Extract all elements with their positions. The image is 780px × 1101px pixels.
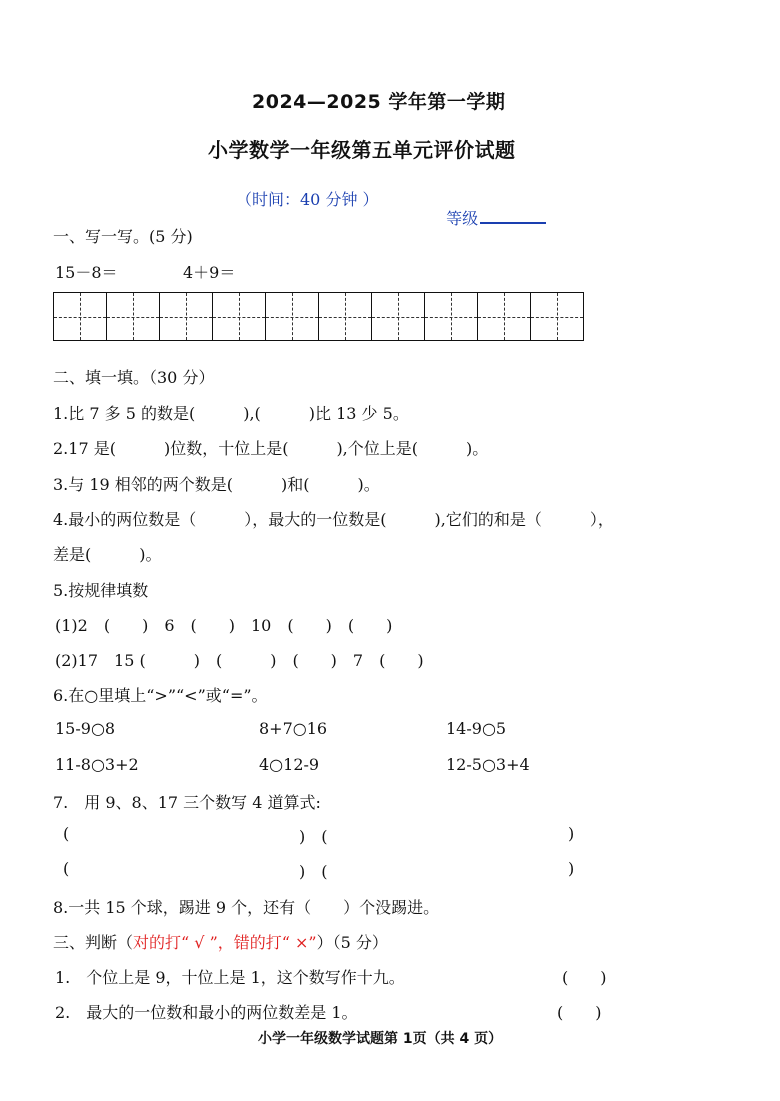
exam-term-title: 2024—2025 学年第一学期 bbox=[252, 91, 506, 113]
pattern-2: (2)17 15 ( ) ( ) ( ) 7 ( ) bbox=[55, 651, 424, 670]
grid-cell[interactable] bbox=[107, 293, 160, 340]
equation-paren-mid: ) ( bbox=[299, 862, 328, 881]
fill-q1: 1.比 7 多 5 的数是( ),( )比 13 少 5。 bbox=[53, 404, 409, 423]
time-label: （时间：40 分钟 ） bbox=[236, 190, 379, 209]
page-footer: 小学一年级数学试题第 1页（共 4 页） bbox=[258, 1031, 503, 1047]
section-3-heading bbox=[53, 930, 388, 953]
grid-cell[interactable] bbox=[160, 293, 213, 340]
fill-q2: 2.17 是( )位数，十位上是( ),个位上是( )。 bbox=[53, 439, 489, 458]
equation-paren-close: ) bbox=[568, 859, 575, 878]
compare-5: 4○12-9 bbox=[259, 755, 320, 774]
compare-6: 12-5○3+4 bbox=[446, 755, 530, 774]
judge-q2-answer: ( ) bbox=[557, 1003, 602, 1022]
section-3-heading-end: ）（5 分） bbox=[316, 933, 388, 952]
grid-cell[interactable] bbox=[425, 293, 478, 340]
fill-q4-cont: 差是( )。 bbox=[53, 545, 162, 564]
compare-4: 11-8○3+2 bbox=[55, 755, 139, 774]
equation-paren-close: ) bbox=[568, 824, 575, 843]
grid-cell[interactable] bbox=[372, 293, 425, 340]
equation-paren-open: ( bbox=[63, 859, 70, 878]
compare-2: 8+7○16 bbox=[259, 719, 328, 738]
equation-paren-open: ( bbox=[63, 824, 70, 843]
compare-1: 15-9○8 bbox=[55, 719, 116, 738]
section-3-instruction: 对的打“ √ ”，错的打“ ×” bbox=[133, 933, 317, 952]
fill-q5: 5.按规律填数 bbox=[53, 581, 149, 600]
judge-q1: 1. 个位上是 9，十位上是 1，这个数写作十九。 bbox=[55, 968, 405, 987]
compare-3: 14-9○5 bbox=[446, 719, 507, 738]
fill-q4: 4.最小的两位数是（ ），最大的一位数是( ),它们的和是（ ）， bbox=[53, 510, 614, 529]
judge-q1-answer: ( ) bbox=[562, 968, 607, 987]
question-4-9: 4＋9＝ bbox=[183, 263, 236, 282]
pattern-1: (1)2 ( ) 6 ( ) 10 ( ) ( ) bbox=[55, 616, 393, 635]
judge-q2: 2. 最大的一位数和最小的两位数差是 1。 bbox=[55, 1003, 358, 1022]
writing-grid bbox=[53, 292, 584, 341]
fill-q7: 7. 用 9、8、17 三个数写 4 道算式: bbox=[53, 793, 321, 812]
section-3-heading-start: 三、判断（ bbox=[53, 933, 134, 952]
section-2-heading: 二、填一填。（30 分） bbox=[53, 368, 215, 387]
grade-label: 等级 bbox=[446, 209, 479, 228]
section-1-heading: 一、写一写。(5 分) bbox=[53, 227, 193, 246]
question-15-8: 15－8＝ bbox=[55, 263, 118, 282]
grade-blank bbox=[480, 208, 546, 224]
grade-field bbox=[436, 187, 546, 229]
grid-cell[interactable] bbox=[478, 293, 531, 340]
grid-cell[interactable] bbox=[213, 293, 266, 340]
fill-q8: 8.一共 15 个球，踢进 9 个，还有（ ）个没踢进。 bbox=[53, 898, 440, 917]
grid-cell[interactable] bbox=[319, 293, 372, 340]
fill-q3: 3.与 19 相邻的两个数是( )和( )。 bbox=[53, 475, 380, 494]
grid-cell[interactable] bbox=[531, 293, 583, 340]
grid-cell[interactable] bbox=[54, 293, 107, 340]
equation-paren-mid: ) ( bbox=[299, 827, 328, 846]
grid-cell[interactable] bbox=[266, 293, 319, 340]
exam-title: 小学数学一年级第五单元评价试题 bbox=[208, 138, 516, 162]
fill-q6: 6.在○里填上“>”“<”或“=”。 bbox=[53, 686, 268, 705]
